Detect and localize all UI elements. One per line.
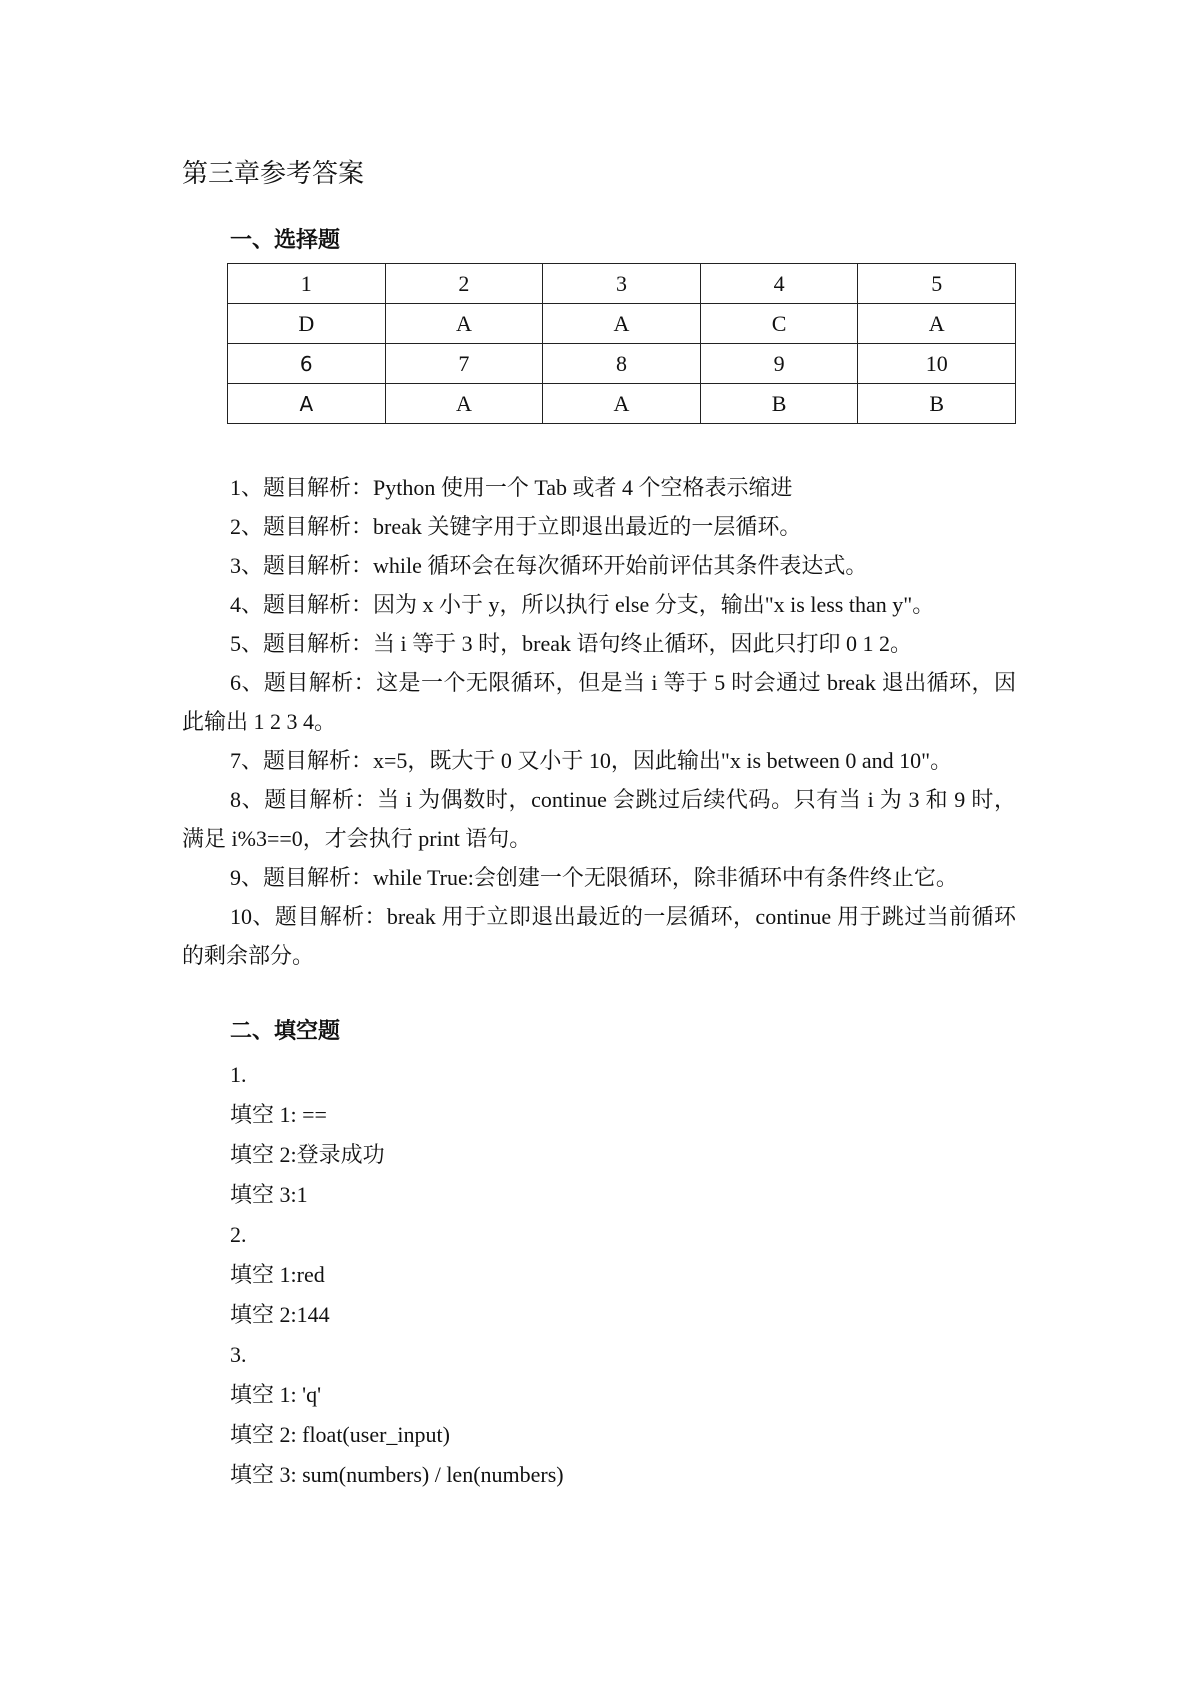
analysis-item: 4、题目解析：因为 x 小于 y，所以执行 else 分支，输出"x is less than y"。 — [230, 592, 935, 617]
list-item: 填空 2:登录成功 — [230, 1142, 385, 1167]
list-item: 填空 2:144 — [230, 1302, 330, 1327]
analysis-item: 7、题目解析：x=5，既大于 0 又小于 10，因此输出"x is between 0 and 10"。 — [230, 748, 953, 773]
fill-answers — [230, 1055, 1010, 1495]
section-heading-fill: 二、填空题 — [230, 1018, 341, 1043]
analysis-list — [182, 468, 1016, 975]
analysis-item: 10、题目解析：break 用于立即退出最近的一层循环，continue 用于跳过当前循环的剩余部分。 — [182, 904, 1016, 968]
list-item: 填空 2: float(user_input) — [230, 1422, 450, 1447]
analysis-item: 2、题目解析：break 关键字用于立即退出最近的一层循环。 — [230, 514, 802, 539]
list-item: 填空 1: 'q' — [230, 1382, 322, 1407]
table-cell: 3 — [543, 264, 701, 304]
table-cell: 7 — [385, 344, 543, 384]
list-item: 2. — [230, 1222, 247, 1247]
table-cell: 9 — [700, 344, 858, 384]
table-cell: 2 — [385, 264, 543, 304]
list-item: 1. — [230, 1062, 247, 1087]
table-cell: 4 — [700, 264, 858, 304]
table-cell: A — [858, 304, 1016, 344]
table-cell: 8 — [543, 344, 701, 384]
analysis-item: 6、题目解析：这是一个无限循环，但是当 i 等于 5 时会通过 break 退出循环，因此输出 1 2 3 4。 — [182, 670, 1016, 734]
list-item: 填空 3:1 — [230, 1182, 308, 1207]
table-row — [228, 264, 1016, 304]
answer-table — [227, 263, 1016, 424]
table-cell: 1 — [228, 264, 386, 304]
list-item: 填空 1: == — [230, 1102, 327, 1127]
table-cell: B — [858, 384, 1016, 424]
analysis-item: 8、题目解析：当 i 为偶数时，continue 会跳过后续代码。只有当 i 为 3 和 9 时，满足 i%3==0，才会执行 print 语句。 — [182, 787, 1016, 851]
table-cell: D — [228, 304, 386, 344]
table-cell: A — [385, 384, 543, 424]
table-row — [228, 344, 1016, 384]
analysis-item: 1、题目解析：Python 使用一个 Tab 或者 4 个空格表示缩进 — [230, 475, 793, 500]
analysis-item: 3、题目解析：while 循环会在每次循环开始前评估其条件表达式。 — [230, 553, 868, 578]
table-cell: B — [700, 384, 858, 424]
list-item: 3. — [230, 1342, 247, 1367]
list-item: 填空 3: sum(numbers) / len(numbers) — [230, 1462, 564, 1487]
table-row — [228, 304, 1016, 344]
page-title: 第三章参考答案 — [182, 159, 365, 189]
section-heading-choice: 一、选择题 — [230, 227, 341, 252]
table-cell: A — [543, 304, 701, 344]
table-cell: A — [228, 384, 386, 424]
table-cell: 10 — [858, 344, 1016, 384]
table-cell: A — [385, 304, 543, 344]
analysis-item: 5、题目解析：当 i 等于 3 时，break 语句终止循环，因此只打印 0 1 2。 — [230, 631, 912, 656]
analysis-item: 9、题目解析：while True:会创建一个无限循环，除非循环中有条件终止它。 — [230, 865, 958, 890]
table-cell: 6 — [228, 344, 386, 384]
table-row — [228, 384, 1016, 424]
table-cell: C — [700, 304, 858, 344]
list-item: 填空 1:red — [230, 1262, 325, 1287]
table-cell: A — [543, 384, 701, 424]
table-cell: 5 — [858, 264, 1016, 304]
